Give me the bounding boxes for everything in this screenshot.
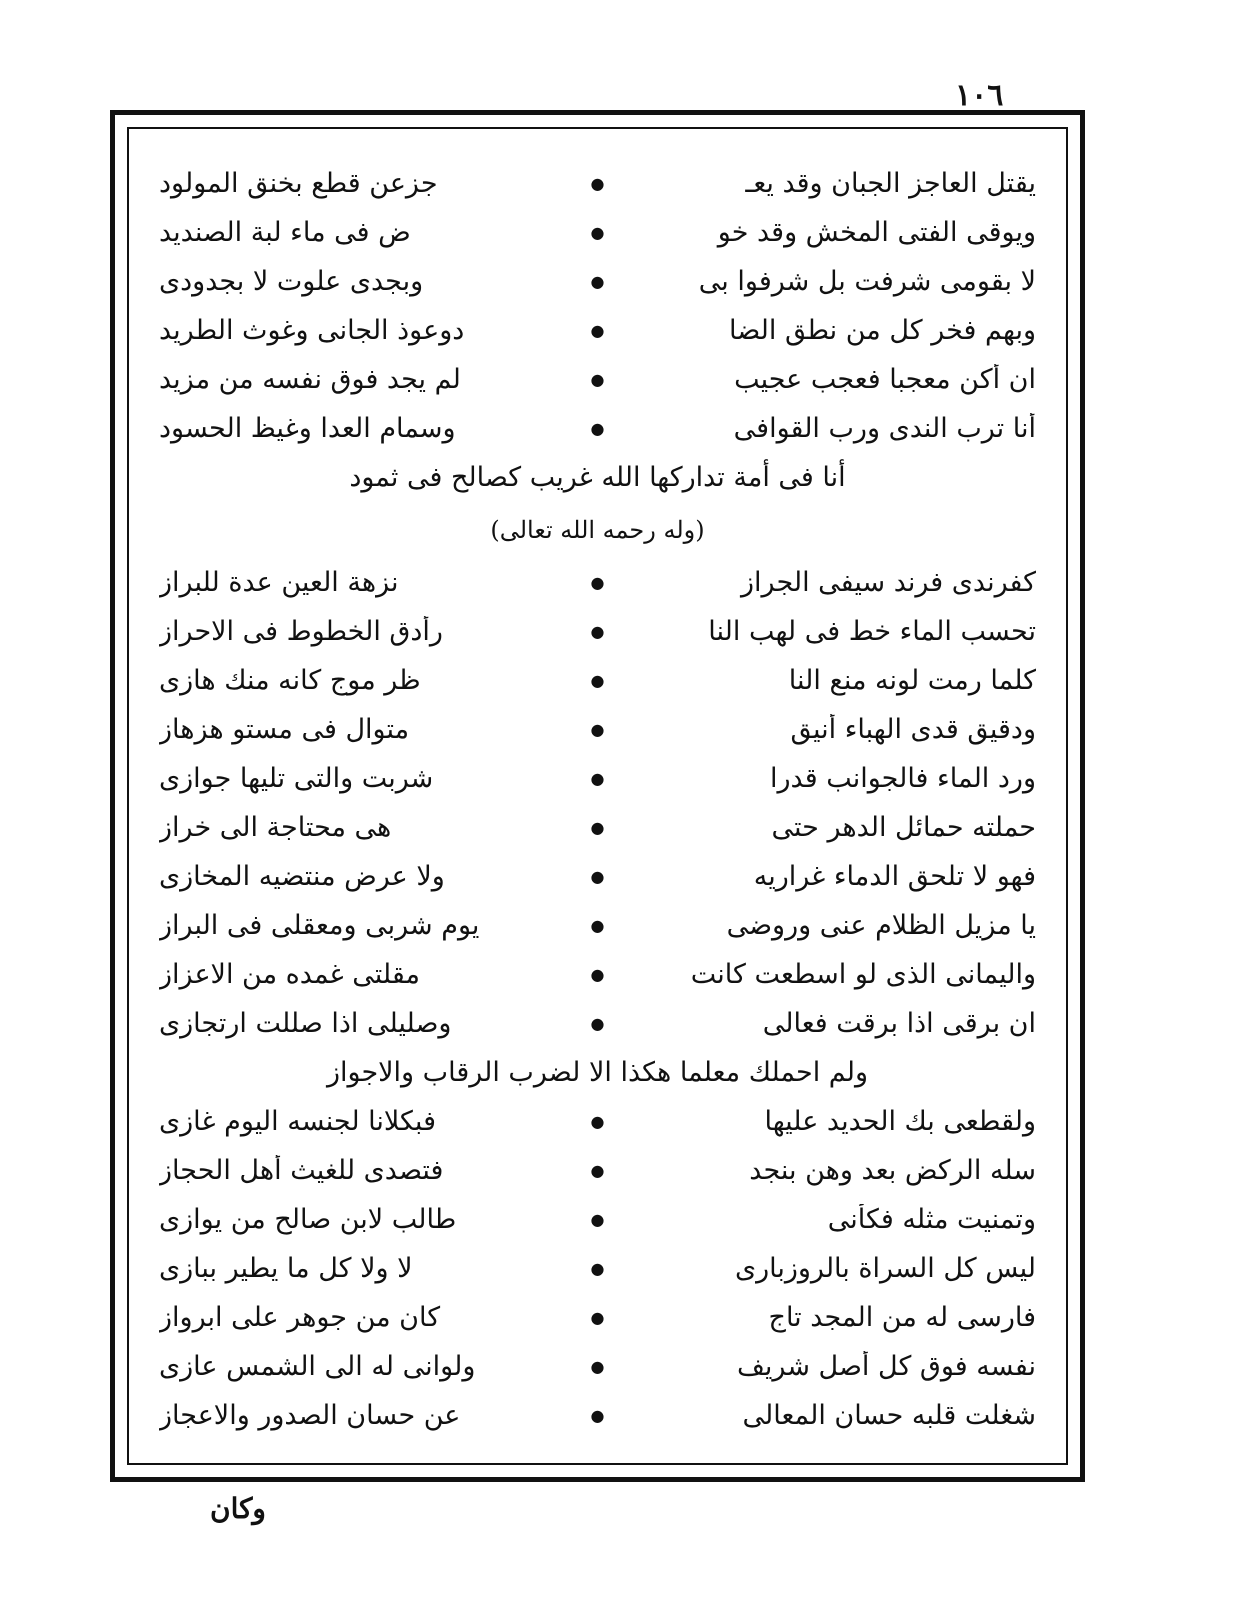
hemistich-first: ان أكن معجبا فعجب عجيب (734, 364, 1036, 395)
hemistich-second: لا ولا كل ما يطير ببازى (159, 1253, 413, 1284)
verse-separator: ● (590, 1161, 605, 1180)
verse-line (159, 257, 1036, 306)
verse-separator: ● (590, 1406, 605, 1425)
hemistich-second: جزعن قطع بخنق المولود (159, 168, 438, 199)
hemistich-second: فتصدى للغيث أهل الحجاز (159, 1155, 444, 1186)
verse-separator: ● (590, 419, 605, 438)
hemistich-first: يا مزيل الظلام عنى وروضى (726, 910, 1036, 941)
verse-line (159, 1097, 1036, 1146)
verse-line (159, 656, 1036, 705)
hemistich-second: نزهة العين عدة للبراز (159, 567, 399, 598)
hemistich-second: يوم شربى ومعقلى فى البراز (159, 910, 480, 941)
verse-line (159, 705, 1036, 754)
hemistich-first: ليس كل السراة بالروزبارى (734, 1253, 1036, 1284)
verse-separator: ● (590, 671, 605, 690)
verse-separator: ● (590, 867, 605, 886)
hemistich-second: ولوانى له الى الشمس عازى (159, 1351, 476, 1382)
verse-separator: ● (590, 622, 605, 641)
hemistich-second: فبكلانا لجنسه اليوم غازى (159, 1106, 436, 1137)
hemistich-first: وتمنيت مثله فكأنى (827, 1204, 1036, 1235)
verse-separator: ● (590, 174, 605, 193)
verse-separator: ● (590, 370, 605, 389)
verse-separator: ● (590, 272, 605, 291)
hemistich-second: لم يجد فوق نفسه من مزيد (159, 364, 461, 395)
verse-line (159, 999, 1036, 1048)
verse-separator: ● (590, 1357, 605, 1376)
hemistich-second: هى محتاجة الى خراز (159, 812, 392, 843)
hemistich-first: يقتل العاجز الجبان وقد يعـ (745, 168, 1036, 199)
verse-line (159, 1293, 1036, 1342)
hemistich-first: حملته حمائل الدهر حتى (771, 812, 1036, 843)
poem-text (159, 159, 1036, 1453)
hemistich-second: ظر موج كانه منك هازى (159, 665, 421, 696)
verse-line (159, 1342, 1036, 1391)
verse-line (159, 754, 1036, 803)
hemistich-second: دوعوذ الجانى وغوث الطريد (159, 315, 465, 346)
hemistich-first: كفرندى فرند سيفى الجراز (741, 567, 1036, 598)
hemistich-second: شربت والتى تليها جوازى (159, 763, 434, 794)
hemistich-second: متوال فى مستو هزهاز (159, 714, 410, 745)
hemistich-second: عن حسان الصدور والاعجاز (159, 1400, 461, 1431)
hemistich-first: وبهم فخر كل من نطق الضا (729, 315, 1036, 346)
hemistich-first: نفسه فوق كل أصل شريف (736, 1351, 1036, 1382)
verse-separator: ● (590, 223, 605, 242)
verse-line (159, 306, 1036, 355)
hemistich-second: كان من جوهر على ابرواز (159, 1302, 441, 1333)
verse-separator: ● (590, 916, 605, 935)
verse-separator: ● (590, 1112, 605, 1131)
hemistich-second: مقلتى غمده من الاعزاز (159, 959, 420, 990)
hemistich-first: أنا ترب الندى ورب القوافى (733, 413, 1036, 444)
verse-separator: ● (590, 965, 605, 984)
hemistich-first: ورد الماء فالجوانب قدرا (770, 763, 1036, 794)
verse-line (159, 950, 1036, 999)
verse-separator: ● (590, 720, 605, 739)
hemistich-second: وسمام العدا وغيظ الحسود (159, 413, 456, 444)
full-verse-line: أنا فى أمة تداركها الله غريب كصالح فى ثمود (349, 462, 846, 493)
verse-line (159, 1244, 1036, 1293)
page-border (110, 110, 1085, 1482)
verse-separator: ● (590, 1014, 605, 1033)
hemistich-second: ض فى ماء لبة الصنديد (159, 217, 411, 248)
verse-separator: ● (590, 1259, 605, 1278)
verse-line (159, 1146, 1036, 1195)
verse-separator: ● (590, 769, 605, 788)
hemistich-first: ويوقى الفتى المخش وقد خو (717, 217, 1036, 248)
verse-line (159, 607, 1036, 656)
catchword: وكان (210, 1492, 266, 1525)
verse-separator: ● (590, 1210, 605, 1229)
verse-line (159, 558, 1036, 607)
hemistich-first: واليمانى الذى لو اسطعت كانت (690, 959, 1036, 990)
hemistich-second: رأدق الخطوط فى الاحراز (159, 616, 443, 647)
verse-line (159, 852, 1036, 901)
hemistich-first: ولقطعى بك الحديد عليها (764, 1106, 1036, 1137)
verse-separator: ● (590, 818, 605, 837)
verse-line (159, 1391, 1036, 1440)
hemistich-second: وصليلى اذا صللت ارتجازى (159, 1008, 452, 1039)
hemistich-first: سله الركض بعد وهن بنجد (749, 1155, 1036, 1186)
page-inner-border (127, 127, 1068, 1465)
verse-line (159, 404, 1036, 453)
verse-line (159, 208, 1036, 257)
verse-line (159, 803, 1036, 852)
verse-line (159, 159, 1036, 208)
hemistich-second: وبجدى علوت لا بجدودى (159, 266, 424, 297)
verse-separator: ● (590, 573, 605, 592)
hemistich-second: طالب لابن صالح من يوازى (159, 1204, 457, 1235)
poem-heading: (وله رحمه الله تعالى) (490, 516, 705, 544)
verse-separator: ● (590, 1308, 605, 1327)
page-number: ١٠٦ (955, 78, 1004, 113)
hemistich-first: ان برقى اذا برقت فعالى (762, 1008, 1036, 1039)
hemistich-first: فارسى له من المجد تاج (768, 1302, 1036, 1333)
verse-line (159, 901, 1036, 950)
hemistich-first: تحسب الماء خط فى لهب النا (708, 616, 1036, 647)
verse-line (159, 355, 1036, 404)
hemistich-first: لا بقومى شرفت بل شرفوا بى (698, 266, 1036, 297)
hemistich-first: شغلت قلبه حسان المعالى (742, 1400, 1036, 1431)
hemistich-first: ودقيق قدى الهباء أنيق (790, 714, 1036, 745)
hemistich-second: ولا عرض منتضيه المخازى (159, 861, 445, 892)
full-verse-line: ولم احملك معلما هكذا الا لضرب الرقاب والاجواز (326, 1057, 869, 1088)
hemistich-first: كلما رمت لونه منع النا (788, 665, 1036, 696)
hemistich-first: فهو لا تلحق الدماء غراريه (753, 861, 1036, 892)
verse-line (159, 1195, 1036, 1244)
verse-separator: ● (590, 321, 605, 340)
